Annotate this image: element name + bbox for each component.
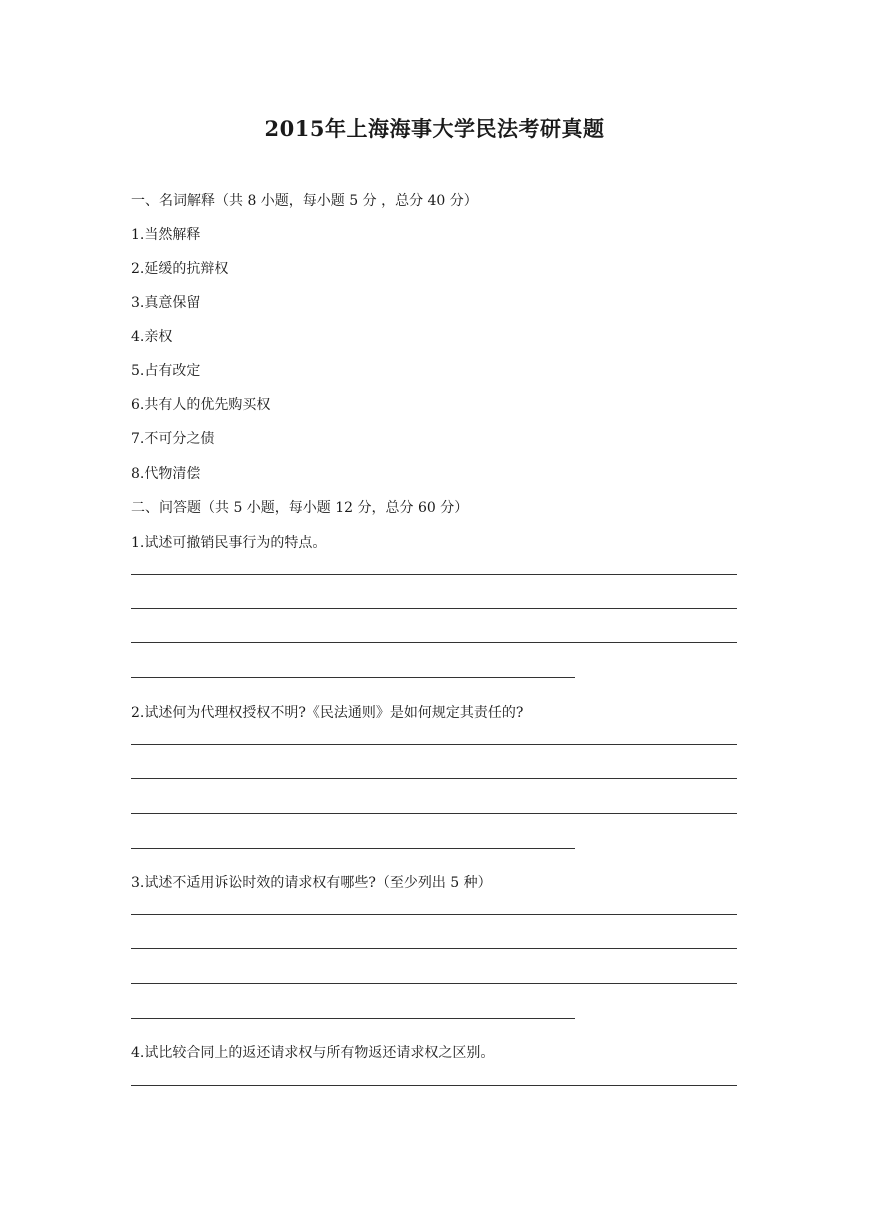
question-2: 2.试述何为代理权授权不明?《民法通则》是如何规定其责任的? bbox=[131, 705, 524, 721]
question-3: 3.试述不适用诉讼时效的请求权有哪些?（至少列出 5 种） bbox=[131, 875, 492, 891]
answer-line bbox=[131, 744, 737, 745]
term-item-4: 4.亲权 bbox=[131, 329, 173, 345]
answer-line bbox=[131, 914, 737, 915]
answer-line bbox=[131, 608, 737, 609]
answer-line bbox=[131, 642, 737, 643]
section-1-heading: 一、名词解释（共 8 小题，每小题 5 分 ，总分 40 分） bbox=[131, 193, 478, 209]
term-item-7: 7.不可分之债 bbox=[131, 431, 215, 447]
answer-line bbox=[131, 1018, 575, 1019]
section-2-heading: 二、问答题（共 5 小题，每小题 12 分，总分 60 分） bbox=[131, 500, 469, 516]
answer-line bbox=[131, 948, 737, 949]
answer-line bbox=[131, 778, 737, 779]
document-title: 2015年上海海事大学民法考研真题 bbox=[264, 116, 605, 141]
term-item-3: 3.真意保留 bbox=[131, 295, 201, 311]
term-item-2: 2.延缓的抗辩权 bbox=[131, 261, 229, 277]
answer-line bbox=[131, 813, 737, 814]
answer-line bbox=[131, 983, 737, 984]
answer-line bbox=[131, 574, 737, 575]
term-item-5: 5.占有改定 bbox=[131, 363, 201, 379]
answer-line bbox=[131, 848, 575, 849]
term-item-1: 1.当然解释 bbox=[131, 227, 201, 243]
question-4: 4.试比较合同上的返还请求权与所有物返还请求权之区别。 bbox=[131, 1045, 495, 1061]
answer-line bbox=[131, 677, 575, 678]
answer-line bbox=[131, 1085, 737, 1086]
question-1: 1.试述可撤销民事行为的特点。 bbox=[131, 535, 327, 551]
term-item-8: 8.代物清偿 bbox=[131, 466, 201, 482]
term-item-6: 6.共有人的优先购买权 bbox=[131, 397, 271, 413]
